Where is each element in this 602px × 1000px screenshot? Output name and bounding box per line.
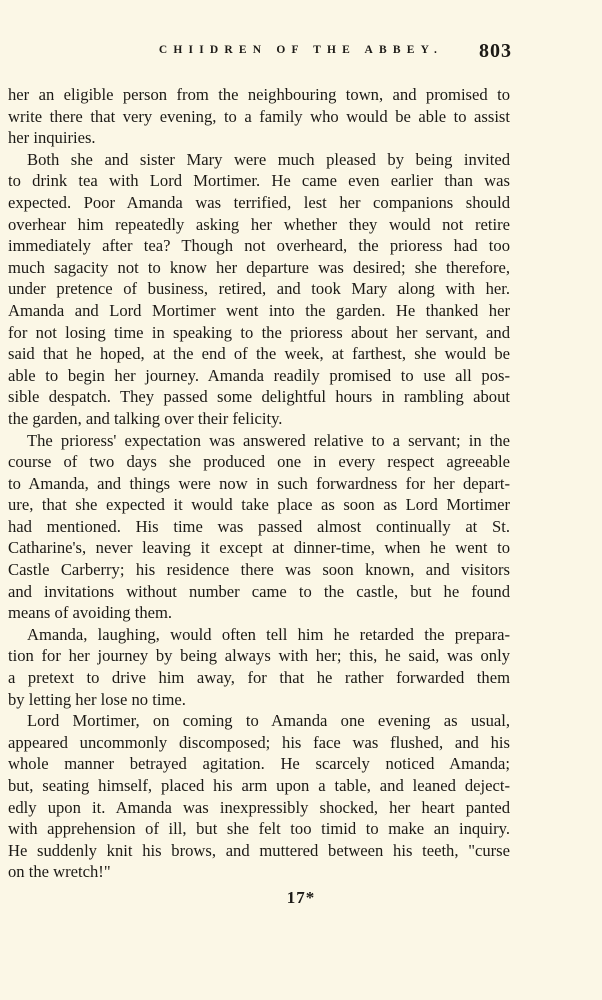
text-line: Both she and sister Mary were much pleased by being invited [27,149,510,169]
text-line: whole manner betrayed agitation. He scarcely noticed Amanda; [8,754,510,774]
text-line: edly upon it. Amanda was inexpressibly shocked, her heart panted [8,797,510,817]
text-line: a pretext to drive him away, for that he rather forwarded them [8,668,510,688]
text-line: the garden, and talking over their felicity. [8,408,283,428]
text-line: write there that very evening, to a family who would be able to assist [8,106,510,126]
text-line: her inquiries. [8,128,96,148]
text-line: able to begin her journey. Amanda readily promised to use all pos- [8,365,510,385]
text-line: course of two days she produced one in every respect agreeable [8,452,510,472]
text-line: by letting her lose no time. [8,689,186,709]
page-number: 803 [479,40,512,62]
text-line: He suddenly knit his brows, and muttered between his teeth, "curse [8,840,510,860]
text-line: Castle Carberry; his residence there was soon known, and visitors [8,560,510,580]
text-line: for not losing time in speaking to the prioress about her servant, and [8,322,510,342]
text-line: with apprehension of ill, but she felt too timid to make an inquiry. [8,819,510,839]
text-line: but, seating himself, placed his arm upon a table, and leaned deject- [8,776,510,795]
body-text [8,84,510,883]
text-line: overhear him repeatedly asking her whether they would not retire [8,214,510,234]
text-line: Catharine's, never leaving it except at dinner-time, when he went to [8,538,510,558]
text-line: ure, that she expected it would take place as soon as Lord Mortimer [8,495,510,515]
text-line: Amanda, laughing, would often tell him he retarded the prepara- [27,624,510,644]
text-line: immediately after tea? Though not overheard, the prioress had too [8,236,510,256]
text-line: means of avoiding them. [8,603,173,623]
text-line: Amanda and Lord Mortimer went into the garden. He thanked her [8,300,510,320]
text-line: expected. Poor Amanda was terrified, lest her companions should [8,192,510,212]
text-line: on the wretch!" [8,862,111,882]
text-line: under pretence of business, retired, and took Mary along with her. [8,279,510,299]
signature-mark: 17* [286,888,316,907]
text-line: and invitations without number came to the castle, but he found [8,581,510,601]
text-line: appeared uncommonly discomposed; his face was flushed, and his [8,732,510,752]
text-line: tion for her journey by being always with her; this, he said, was only [8,646,510,666]
text-line: had mentioned. His time was passed almost continually at St. [8,516,510,536]
running-title: CHIIDREN OF THE ABBEY. [158,44,444,56]
running-head [0,40,602,64]
text-line: said that he hoped, at the end of the week, at farthest, she would be [8,344,510,364]
text-line: Lord Mortimer, on coming to Amanda one evening as usual, [27,711,510,731]
text-line: to Amanda, and things were now in such forwardness for her depart- [8,473,510,493]
text-line: The prioress' expectation was answered relative to a servant; in the [27,430,510,450]
text-line: to drink tea with Lord Mortimer. He came even earlier than was [8,171,510,191]
text-line: much sagacity not to know her departure was desired; she therefore, [8,257,510,277]
text-line: sible despatch. They passed some delightful hours in rambling about [8,387,510,407]
text-line: her an eligible person from the neighbouring town, and promised to [8,85,510,104]
